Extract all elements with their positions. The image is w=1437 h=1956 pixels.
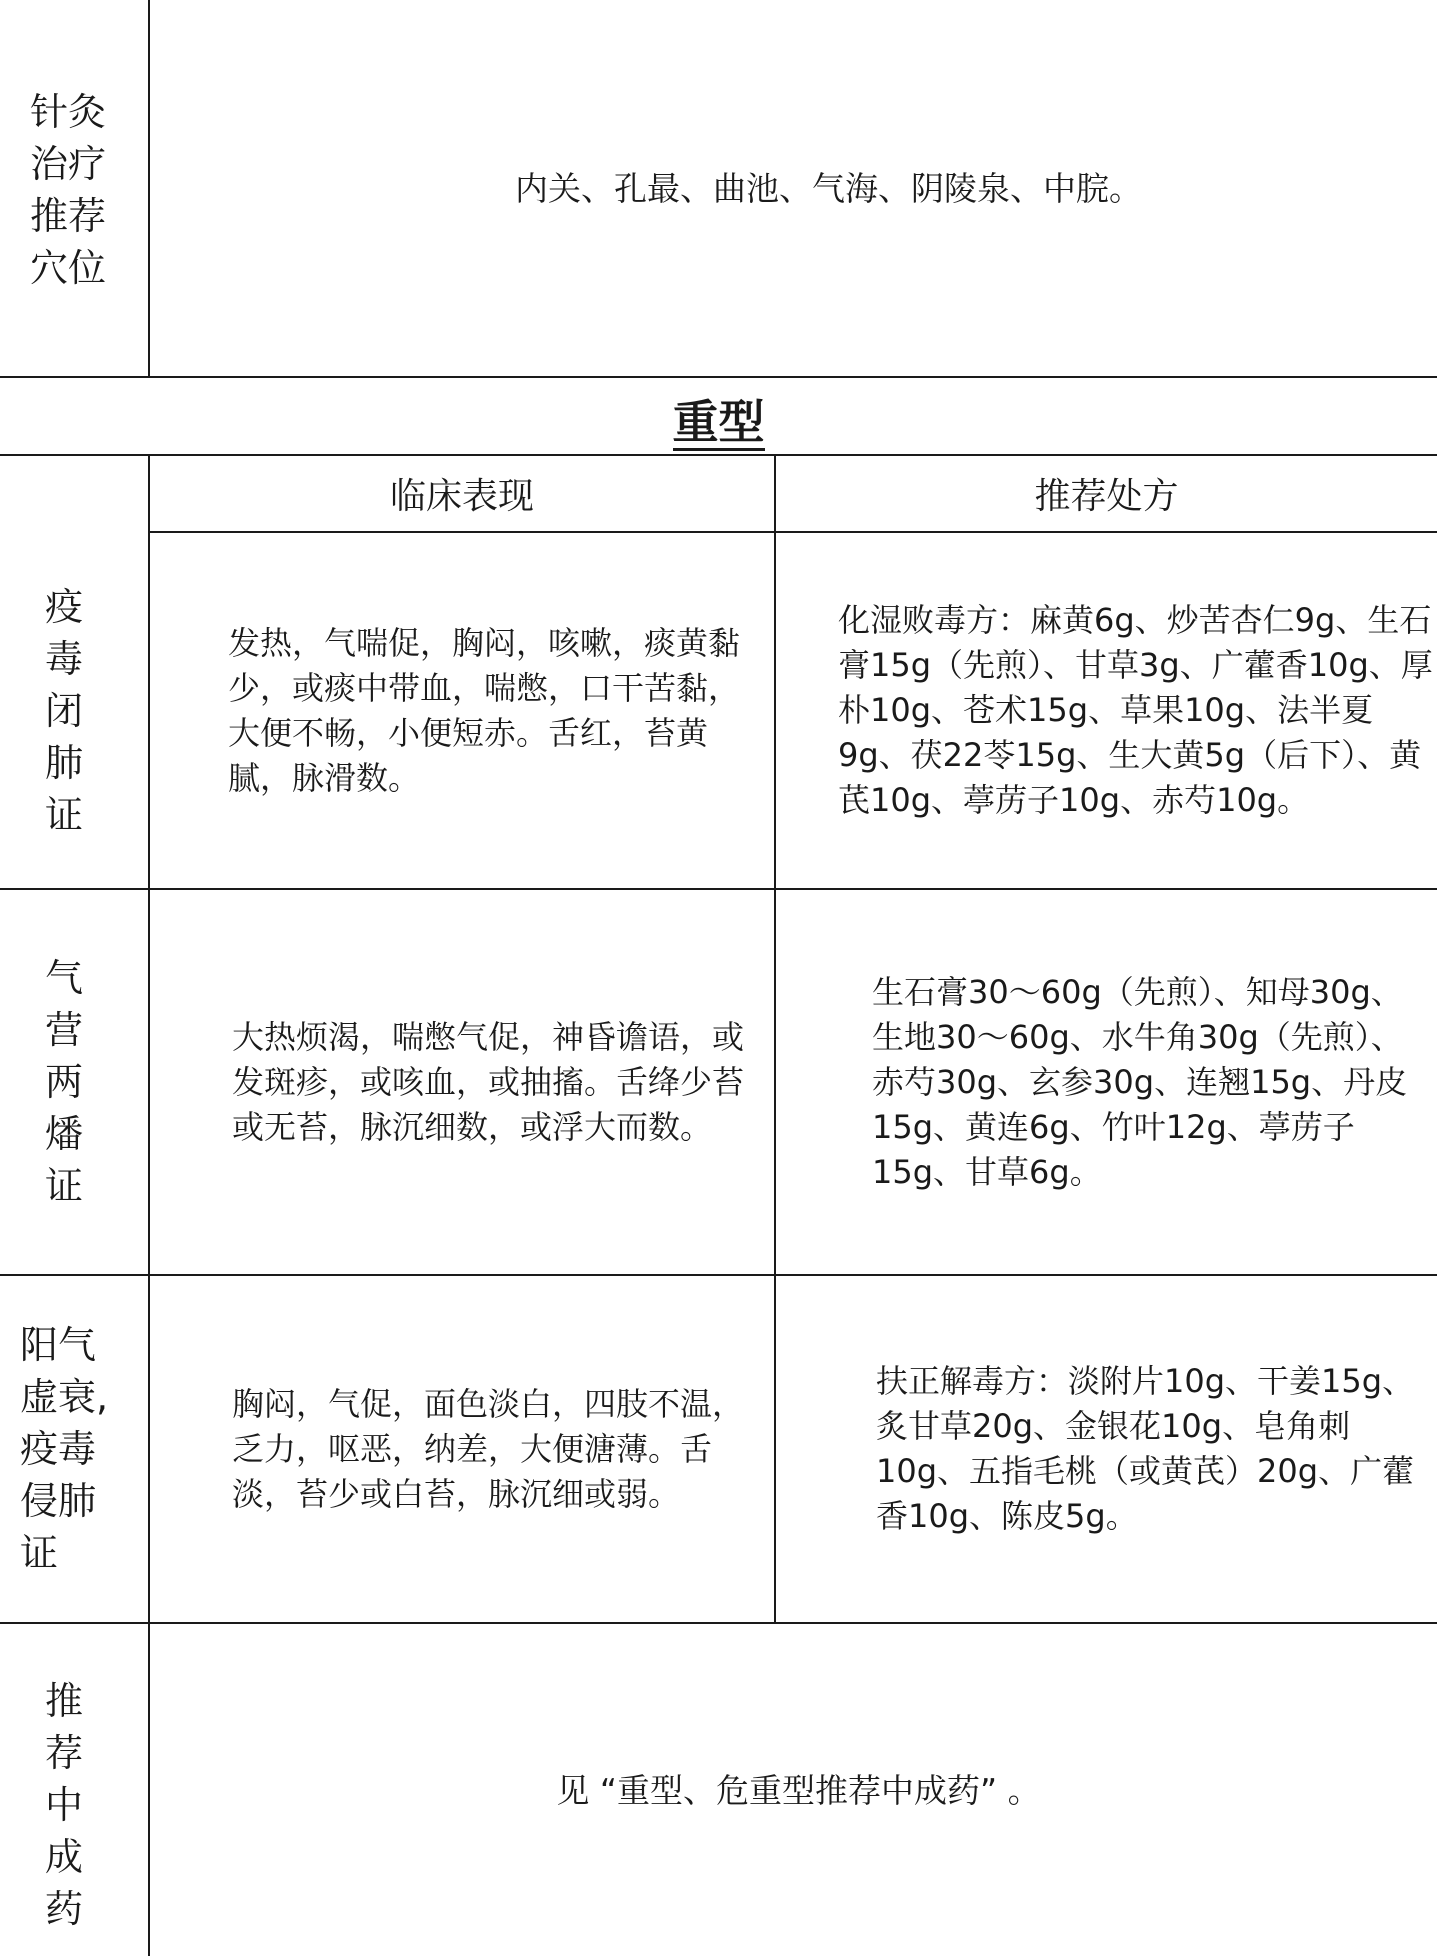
acupuncture-label-line: 治疗 bbox=[29, 142, 106, 186]
syndrome-label-line: 肺 bbox=[44, 740, 83, 785]
syndrome-label-line: 虚衰, bbox=[20, 1375, 109, 1419]
prescription-text-line: 化湿败毒方：麻黄6g、炒苦杏仁9g、 bbox=[838, 601, 1368, 639]
clinical-text-line: 胸闷，气促，面色淡白，四肢不 bbox=[232, 1384, 681, 1423]
prescription-text-line: （后下）、黄芪10g、葶苈子10g、赤 bbox=[838, 736, 1422, 819]
acupuncture-label bbox=[18, 60, 118, 320]
patent-medicine-label-line: 中 bbox=[44, 1783, 83, 1827]
patent-medicine-label-line: 药 bbox=[44, 1887, 83, 1931]
prescription-text-line: 15g、炙甘草20g、金银花10g、 bbox=[876, 1362, 1415, 1445]
row-2-clinical bbox=[232, 890, 768, 1274]
prescription-text-line: 叶12g、葶苈子15g、甘草6g。 bbox=[872, 1107, 1355, 1191]
prescription-text-line: 生石膏15g（先煎）、甘草3g、广藿 bbox=[838, 601, 1432, 684]
acupuncture-points: 内关、孔最、曲池、气海、阴陵泉、中脘。 bbox=[515, 168, 1142, 208]
acupuncture-label-line: 针灸 bbox=[29, 90, 106, 134]
clinical-text-line: 绛少苔或无苔，脉沉细数，或浮 bbox=[232, 1062, 745, 1146]
prescription-text-line: （先煎）、赤芍30g、玄参30g、 bbox=[872, 1017, 1403, 1101]
syndrome-label-line: 气 bbox=[44, 956, 83, 1000]
patent-medicine-label bbox=[44, 1670, 84, 1940]
prescription-text-line: 皂角刺10g、五指毛桃（或黄芪） bbox=[876, 1407, 1351, 1490]
divider-after-acupuncture bbox=[0, 376, 1437, 378]
syndrome-label-line: 疫 bbox=[44, 584, 83, 629]
row-3-prescription bbox=[876, 1276, 1432, 1622]
syndrome-label-line: 侵肺 bbox=[20, 1479, 97, 1523]
syndrome-label-line: 证 bbox=[44, 1164, 83, 1208]
clinical-text-line: 大而数。 bbox=[584, 1107, 713, 1146]
clinical-text-line: 温，乏力，呕恶，纳差，大便溏 bbox=[232, 1384, 745, 1468]
divider-mid-col bbox=[774, 454, 776, 1624]
column-header-clinical: 临床表现 bbox=[389, 476, 534, 517]
syndrome-label-line: 闭 bbox=[44, 688, 83, 733]
acupuncture-label-line: 推荐 bbox=[29, 194, 106, 238]
clinical-text-line: 或弱。 bbox=[584, 1474, 681, 1513]
patent-medicine-label-line: 成 bbox=[44, 1835, 83, 1879]
clinical-text-line: 黄黏少，或痰中带血，喘憋，口 bbox=[228, 623, 741, 707]
section-title: 重型 bbox=[672, 394, 765, 449]
clinical-text-line: 舌红，苔黄腻，脉滑数。 bbox=[228, 713, 709, 797]
syndrome-label-line: 证 bbox=[44, 792, 83, 837]
patent-medicine-label-line: 推 bbox=[44, 1679, 83, 1723]
syndrome-label-line: 毒 bbox=[44, 636, 83, 681]
syndrome-label-line: 燔 bbox=[44, 1112, 83, 1156]
row-3-clinical bbox=[232, 1276, 768, 1622]
row-1-clinical bbox=[228, 533, 768, 888]
row-2-syndrome-label bbox=[44, 890, 84, 1274]
prescription-text-line: 20g、广藿香10g、陈皮5g。 bbox=[876, 1452, 1415, 1535]
syndrome-label-line: 证 bbox=[20, 1531, 59, 1575]
syndrome-label-line: 营 bbox=[44, 1008, 83, 1052]
prescription-text-line: 香10g、厚朴10g、苍术15g、草果10g、 bbox=[838, 646, 1433, 729]
prescription-text-line: 连翘15g、丹皮15g、黄连6g、竹 bbox=[872, 1062, 1408, 1146]
acupuncture-label-line: 穴位 bbox=[29, 246, 106, 290]
patent-medicine-text: 见 “重型、危重型推荐中成药” 。 bbox=[556, 1770, 1041, 1810]
column-header-prescription: 推荐处方 bbox=[1034, 476, 1179, 517]
prescription-text-line: 芍10g。 bbox=[1184, 781, 1310, 819]
row-1-prescription bbox=[838, 533, 1433, 888]
clinical-text-line: 干苦黏，大便不畅，小便短赤。 bbox=[228, 668, 741, 752]
syndrome-label-line: 疫毒 bbox=[20, 1427, 97, 1471]
prescription-text-line: 30g、生地30～60g、水牛角30g bbox=[872, 972, 1403, 1056]
clinical-text-line: 发热，气喘促，胸闷，咳嗽，痰 bbox=[228, 623, 677, 662]
clinical-text-line: 大热烦渴，喘憋气促，神昏谵语， bbox=[232, 1017, 713, 1056]
syndrome-label-line: 阳气 bbox=[20, 1323, 97, 1367]
row-3-syndrome-label bbox=[20, 1276, 120, 1622]
prescription-text-line: 法半夏9g、茯22苓15g、生大黄5g bbox=[838, 691, 1374, 774]
syndrome-label-line: 两 bbox=[44, 1060, 83, 1104]
prescription-text-line: 生石膏30～60g（先煎）、知母 bbox=[872, 972, 1310, 1011]
clinical-text-line: 或发斑疹，或咳血，或抽搐。舌 bbox=[232, 1017, 745, 1101]
prescription-text-line: 扶正解毒方：淡附片10g、干姜 bbox=[876, 1362, 1322, 1400]
clinical-text-line: 薄。舌淡，苔少或白苔，脉沉细 bbox=[232, 1429, 713, 1513]
row-2-prescription bbox=[872, 890, 1432, 1274]
row-1-syndrome-label bbox=[44, 533, 84, 888]
patent-medicine-label-line: 荐 bbox=[44, 1731, 83, 1775]
